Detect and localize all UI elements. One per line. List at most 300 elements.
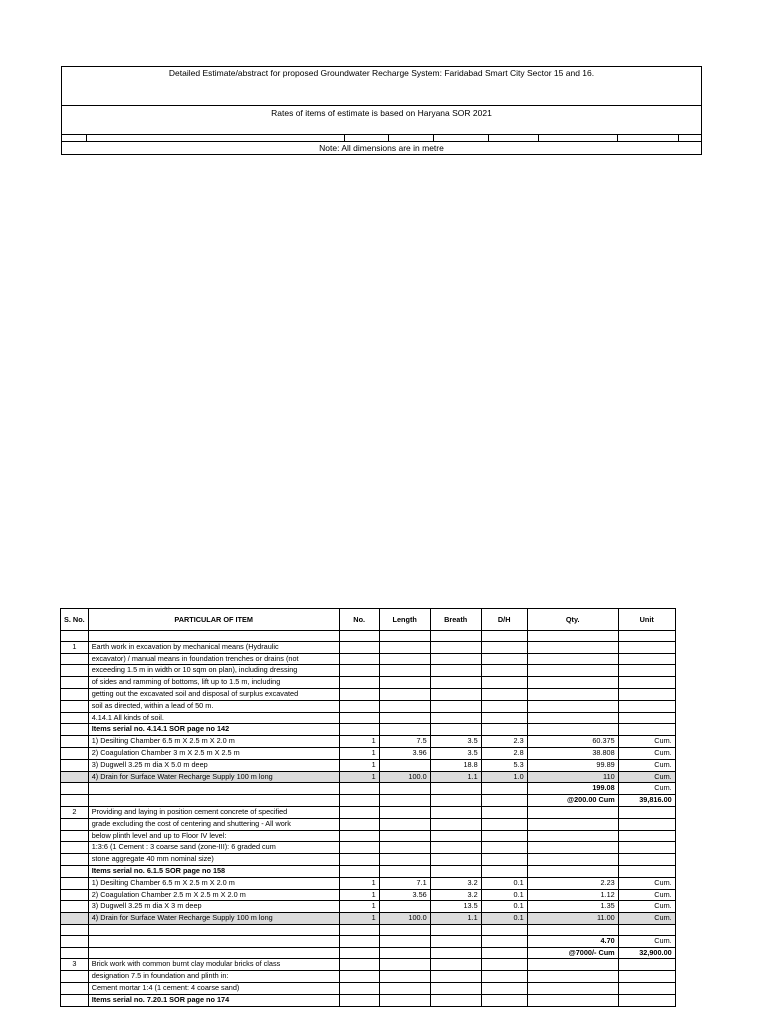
cell-unit — [618, 971, 675, 983]
cell-unit — [618, 865, 675, 877]
table-row — [61, 688, 676, 700]
cell-sno — [61, 901, 89, 913]
cell-no — [339, 665, 379, 677]
cell-dh — [481, 631, 527, 642]
cell-breath: 18.8 — [430, 759, 481, 771]
cell-no: 1 — [339, 736, 379, 748]
cell-unit — [618, 724, 675, 736]
cell-length — [379, 700, 430, 712]
cell-sno — [61, 736, 89, 748]
cell-particular — [88, 795, 339, 807]
cell-no — [339, 842, 379, 854]
table-row — [61, 865, 676, 877]
cell-dh — [481, 677, 527, 689]
cell-dh — [481, 712, 527, 724]
cell-dh — [481, 641, 527, 653]
cell-qty — [527, 712, 618, 724]
cell-sno — [61, 724, 89, 736]
cell-dh — [481, 947, 527, 959]
cell-no — [339, 994, 379, 1006]
table-row — [61, 830, 676, 842]
table-row — [61, 736, 676, 748]
table-header-row — [61, 609, 676, 631]
table-row — [61, 935, 676, 947]
table-row — [61, 783, 676, 795]
cell-sno — [61, 818, 89, 830]
cell-length: 100.0 — [379, 913, 430, 925]
cell-no: 1 — [339, 913, 379, 925]
cell-qty: @200.00 Cum — [527, 795, 618, 807]
cell-length — [379, 641, 430, 653]
table-row — [61, 759, 676, 771]
cell-breath — [430, 724, 481, 736]
cell-breath — [430, 994, 481, 1006]
cell-no — [339, 830, 379, 842]
rates-note: Rates of items of estimate is based on Haryana SOR 2021 — [271, 108, 492, 118]
cell-sno — [61, 889, 89, 901]
cell-particular: of sides and ramming of bottoms, lift up to 1.5 m, including — [88, 677, 339, 689]
cell-dh: 0.1 — [481, 877, 527, 889]
cell-length — [379, 865, 430, 877]
table-row — [61, 806, 676, 818]
cell-dh — [481, 959, 527, 971]
cell-no — [339, 806, 379, 818]
cell-length — [379, 830, 430, 842]
cell-qty: 1.12 — [527, 889, 618, 901]
cell-dh: 2.8 — [481, 747, 527, 759]
cell-qty: 38.808 — [527, 747, 618, 759]
cell-qty — [527, 688, 618, 700]
cell-qty: 4.70 — [527, 935, 618, 947]
cell-sno — [61, 854, 89, 866]
table-row — [61, 994, 676, 1006]
table-row — [61, 959, 676, 971]
estimate-table-body — [61, 631, 676, 1007]
cell-length — [379, 971, 430, 983]
cell-unit — [618, 631, 675, 642]
cell-length: 3.56 — [379, 889, 430, 901]
estimate-title: Detailed Estimate/abstract for proposed Groundwater Recharge System: Faridabad Smart City Sector 15 and 16. — [62, 67, 701, 106]
cell-unit — [618, 854, 675, 866]
cell-unit: Cum. — [618, 877, 675, 889]
cell-no: 1 — [339, 771, 379, 783]
cell-sno — [61, 759, 89, 771]
cell-qty — [527, 806, 618, 818]
cell-sno — [61, 924, 89, 935]
cell-qty — [527, 818, 618, 830]
col-header-breath: Breath — [430, 609, 481, 631]
cell-no — [339, 947, 379, 959]
cell-unit — [618, 924, 675, 935]
table-row — [61, 818, 676, 830]
cell-breath — [430, 665, 481, 677]
cell-no — [339, 971, 379, 983]
table-row — [61, 665, 676, 677]
estimate-table — [60, 608, 676, 1007]
cell-particular: Providing and laying in position cement concrete of specified — [88, 806, 339, 818]
cell-particular: exceeding 1.5 m in width or 10 sqm on plan), including dressing — [88, 665, 339, 677]
table-row — [61, 924, 676, 935]
table-row — [61, 795, 676, 807]
cell-dh — [481, 830, 527, 842]
cell-sno — [61, 771, 89, 783]
cell-breath — [430, 712, 481, 724]
cell-particular: soil as directed, within a lead of 50 m. — [88, 700, 339, 712]
cell-breath — [430, 947, 481, 959]
cell-sno — [61, 700, 89, 712]
cell-qty — [527, 865, 618, 877]
cell-qty — [527, 641, 618, 653]
cell-qty: 99.89 — [527, 759, 618, 771]
cell-unit — [618, 818, 675, 830]
cell-length: 7.5 — [379, 736, 430, 748]
cell-breath — [430, 959, 481, 971]
cell-dh: 1.0 — [481, 771, 527, 783]
cell-unit: Cum. — [618, 913, 675, 925]
table-row — [61, 712, 676, 724]
cell-unit: Cum. — [618, 736, 675, 748]
cell-unit — [618, 959, 675, 971]
cell-particular: 4) Drain for Surface Water Recharge Supply 100 m long — [88, 771, 339, 783]
cell-dh — [481, 783, 527, 795]
cell-unit — [618, 712, 675, 724]
cell-breath — [430, 631, 481, 642]
cell-unit: Cum. — [618, 771, 675, 783]
cell-length — [379, 818, 430, 830]
table-row — [61, 901, 676, 913]
col-header-unit: Unit — [618, 609, 675, 631]
cell-breath: 13.5 — [430, 901, 481, 913]
cell-sno — [61, 947, 89, 959]
cell-particular: excavator) / manual means in foundation trenches or drains (not — [88, 653, 339, 665]
cell-particular: 3) Dugwell 3.25 m dia X 3 m deep — [88, 901, 339, 913]
cell-no: 1 — [339, 747, 379, 759]
cell-particular: Items serial no. 7.20.1 SOR page no 174 — [88, 994, 339, 1006]
cell-dh: 5.3 — [481, 759, 527, 771]
table-row — [61, 842, 676, 854]
cell-unit — [618, 830, 675, 842]
cell-breath — [430, 700, 481, 712]
cell-no — [339, 688, 379, 700]
cell-breath — [430, 982, 481, 994]
cell-dh — [481, 688, 527, 700]
table-row — [61, 889, 676, 901]
cell-particular — [88, 631, 339, 642]
cell-length — [379, 759, 430, 771]
cell-particular: 4.14.1 All kinds of soil. — [88, 712, 339, 724]
cell-qty — [527, 842, 618, 854]
header-empty-grid-row — [62, 134, 701, 142]
cell-no — [339, 653, 379, 665]
cell-sno — [61, 830, 89, 842]
cell-no — [339, 795, 379, 807]
cell-dh — [481, 818, 527, 830]
cell-no — [339, 783, 379, 795]
cell-qty — [527, 631, 618, 642]
cell-no — [339, 700, 379, 712]
cell-length — [379, 994, 430, 1006]
cell-unit: Cum. — [618, 935, 675, 947]
cell-particular: grade excluding the cost of centering and shuttering - All work — [88, 818, 339, 830]
cell-qty — [527, 830, 618, 842]
cell-unit: Cum. — [618, 901, 675, 913]
cell-particular — [88, 783, 339, 795]
cell-unit — [618, 994, 675, 1006]
cell-breath — [430, 688, 481, 700]
cell-qty — [527, 982, 618, 994]
table-row — [61, 641, 676, 653]
cell-length — [379, 924, 430, 935]
cell-dh: 2.3 — [481, 736, 527, 748]
cell-no: 1 — [339, 759, 379, 771]
cell-no — [339, 677, 379, 689]
cell-qty — [527, 677, 618, 689]
cell-unit — [618, 700, 675, 712]
cell-sno: 2 — [61, 806, 89, 818]
cell-length: 7.1 — [379, 877, 430, 889]
cell-unit: Cum. — [618, 783, 675, 795]
table-row — [61, 854, 676, 866]
cell-unit: 32,900.00 — [618, 947, 675, 959]
table-row — [61, 982, 676, 994]
cell-dh — [481, 971, 527, 983]
cell-particular: Items serial no. 6.1.5 SOR page no 158 — [88, 865, 339, 877]
cell-unit: Cum. — [618, 747, 675, 759]
cell-unit — [618, 842, 675, 854]
cell-sno: 1 — [61, 641, 89, 653]
cell-qty — [527, 724, 618, 736]
cell-breath — [430, 935, 481, 947]
table-row — [61, 971, 676, 983]
cell-particular — [88, 935, 339, 947]
col-header-no: No. — [339, 609, 379, 631]
cell-dh — [481, 982, 527, 994]
cell-dh — [481, 806, 527, 818]
cell-no — [339, 631, 379, 642]
cell-qty — [527, 971, 618, 983]
cell-breath: 1.1 — [430, 913, 481, 925]
cell-breath: 3.5 — [430, 736, 481, 748]
cell-sno — [61, 677, 89, 689]
cell-particular: 3) Dugwell 3.25 m dia X 5.0 m deep — [88, 759, 339, 771]
table-row — [61, 724, 676, 736]
cell-sno — [61, 688, 89, 700]
cell-length — [379, 724, 430, 736]
cell-particular: Brick work with common burnt clay modular bricks of class — [88, 959, 339, 971]
cell-length — [379, 795, 430, 807]
cell-breath — [430, 806, 481, 818]
cell-dh: 0.1 — [481, 913, 527, 925]
cell-length — [379, 653, 430, 665]
cell-breath — [430, 971, 481, 983]
cell-no: 1 — [339, 889, 379, 901]
cell-dh — [481, 865, 527, 877]
cell-sno — [61, 865, 89, 877]
cell-sno: 3 — [61, 959, 89, 971]
cell-breath — [430, 842, 481, 854]
cell-sno — [61, 971, 89, 983]
cell-particular: below plinth level and up to Floor IV level: — [88, 830, 339, 842]
cell-no — [339, 854, 379, 866]
cell-no — [339, 935, 379, 947]
cell-no: 1 — [339, 901, 379, 913]
cell-qty: 110 — [527, 771, 618, 783]
cell-breath — [430, 641, 481, 653]
table-row — [61, 700, 676, 712]
cell-breath — [430, 924, 481, 935]
cell-breath — [430, 865, 481, 877]
cell-dh — [481, 935, 527, 947]
cell-breath — [430, 653, 481, 665]
cell-qty: @7000/- Cum — [527, 947, 618, 959]
cell-no — [339, 724, 379, 736]
cell-particular: stone aggregate 40 mm nominal size) — [88, 854, 339, 866]
cell-qty — [527, 994, 618, 1006]
cell-particular: Earth work in excavation by mechanical means (Hydraulic — [88, 641, 339, 653]
cell-dh — [481, 653, 527, 665]
cell-breath — [430, 830, 481, 842]
table-row — [61, 677, 676, 689]
cell-length — [379, 982, 430, 994]
cell-particular: getting out the excavated soil and disposal of surplus excavated — [88, 688, 339, 700]
col-header-length: Length — [379, 609, 430, 631]
cell-sno — [61, 783, 89, 795]
cell-length — [379, 935, 430, 947]
col-header-sno: S. No. — [61, 609, 89, 631]
cell-length — [379, 783, 430, 795]
cell-qty — [527, 653, 618, 665]
cell-no — [339, 959, 379, 971]
cell-length — [379, 842, 430, 854]
cell-dh — [481, 854, 527, 866]
cell-no — [339, 924, 379, 935]
cell-breath: 3.2 — [430, 889, 481, 901]
cell-particular: 1:3:6 (1 Cement : 3 coarse sand (zone-III): 6 graded cum — [88, 842, 339, 854]
cell-dh: 0.1 — [481, 901, 527, 913]
table-row — [61, 947, 676, 959]
cell-sno — [61, 653, 89, 665]
cell-length — [379, 806, 430, 818]
cell-sno — [61, 994, 89, 1006]
cell-no — [339, 712, 379, 724]
cell-qty: 199.08 — [527, 783, 618, 795]
cell-dh — [481, 795, 527, 807]
cell-length: 100.0 — [379, 771, 430, 783]
cell-length — [379, 688, 430, 700]
cell-unit: Cum. — [618, 759, 675, 771]
cell-breath: 3.5 — [430, 747, 481, 759]
table-row — [61, 747, 676, 759]
cell-dh — [481, 842, 527, 854]
table-row — [61, 877, 676, 889]
cell-sno — [61, 665, 89, 677]
cell-sno — [61, 795, 89, 807]
cell-dh — [481, 994, 527, 1006]
cell-particular: 4) Drain for Surface Water Recharge Supply 100 m long — [88, 913, 339, 925]
cell-qty: 60.375 — [527, 736, 618, 748]
cell-breath: 3.2 — [430, 877, 481, 889]
cell-qty: 1.35 — [527, 901, 618, 913]
cell-breath — [430, 677, 481, 689]
cell-unit — [618, 677, 675, 689]
cell-length — [379, 677, 430, 689]
cell-length — [379, 712, 430, 724]
cell-sno — [61, 982, 89, 994]
cell-qty: 2.23 — [527, 877, 618, 889]
cell-unit — [618, 688, 675, 700]
cell-unit — [618, 665, 675, 677]
col-header-particular: PARTICULAR OF ITEM — [88, 609, 339, 631]
cell-length — [379, 631, 430, 642]
cell-breath — [430, 854, 481, 866]
cell-qty — [527, 665, 618, 677]
cell-sno — [61, 747, 89, 759]
cell-unit: Cum. — [618, 889, 675, 901]
col-header-dh: D/H — [481, 609, 527, 631]
cell-breath — [430, 795, 481, 807]
cell-no — [339, 818, 379, 830]
cell-length — [379, 854, 430, 866]
cell-qty — [527, 854, 618, 866]
cell-length — [379, 959, 430, 971]
cell-particular: 1) Desilting Chamber 6.5 m X 2.5 m X 2.0 m — [88, 736, 339, 748]
cell-dh — [481, 924, 527, 935]
cell-no: 1 — [339, 877, 379, 889]
cell-sno — [61, 913, 89, 925]
cell-unit — [618, 641, 675, 653]
cell-qty: 11.00 — [527, 913, 618, 925]
cell-particular — [88, 924, 339, 935]
cell-dh — [481, 724, 527, 736]
cell-particular: Cement mortar 1:4 (1 cement: 4 coarse sand) — [88, 982, 339, 994]
cell-qty — [527, 700, 618, 712]
table-row — [61, 771, 676, 783]
dimensions-note: Note: All dimensions are in metre — [319, 143, 444, 153]
table-row — [61, 913, 676, 925]
cell-no — [339, 641, 379, 653]
cell-length — [379, 947, 430, 959]
cell-unit — [618, 982, 675, 994]
cell-unit: 39,816.00 — [618, 795, 675, 807]
cell-breath: 1.1 — [430, 771, 481, 783]
cell-particular — [88, 947, 339, 959]
cell-length: 3.96 — [379, 747, 430, 759]
cell-particular: designation 7.5 in foundation and plinth in: — [88, 971, 339, 983]
cell-sno — [61, 877, 89, 889]
cell-sno — [61, 935, 89, 947]
cell-no — [339, 865, 379, 877]
cell-dh — [481, 665, 527, 677]
cell-no — [339, 982, 379, 994]
cell-dh: 0.1 — [481, 889, 527, 901]
table-row — [61, 631, 676, 642]
table-row — [61, 653, 676, 665]
cell-breath — [430, 783, 481, 795]
cell-particular: 1) Desilting Chamber 6.5 m X 2.5 m X 2.0 m — [88, 877, 339, 889]
cell-qty — [527, 959, 618, 971]
cell-particular: 2) Coagulation Chamber 2.5 m X 2.5 m X 2.0 m — [88, 889, 339, 901]
cell-sno — [61, 631, 89, 642]
estimate-header-box — [61, 66, 702, 155]
cell-qty — [527, 924, 618, 935]
cell-length — [379, 901, 430, 913]
cell-breath — [430, 818, 481, 830]
col-header-qty: Qty. — [527, 609, 618, 631]
cell-unit — [618, 806, 675, 818]
cell-unit — [618, 653, 675, 665]
cell-particular: Items serial no. 4.14.1 SOR page no 142 — [88, 724, 339, 736]
cell-dh — [481, 700, 527, 712]
